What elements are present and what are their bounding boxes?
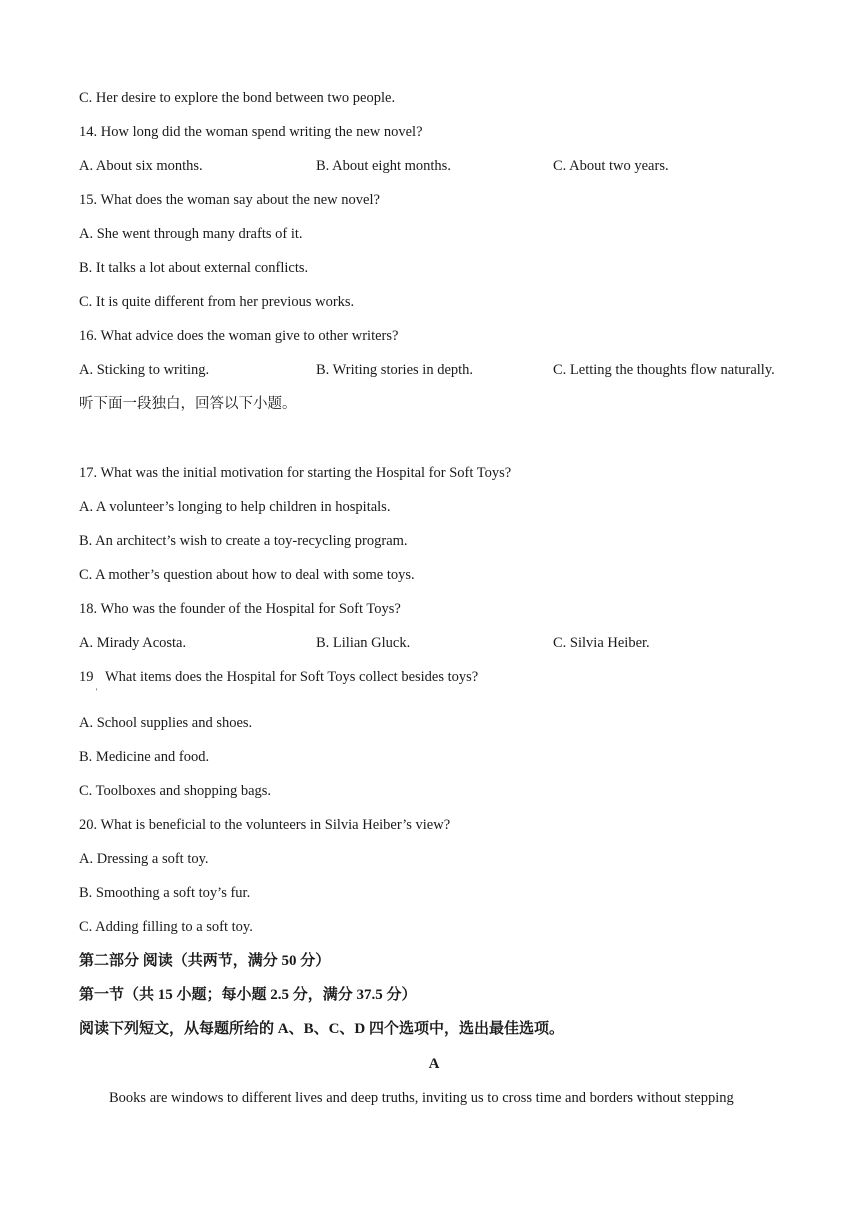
q20-option-c: C. Adding filling to a soft toy. bbox=[79, 919, 253, 935]
passage-label: A bbox=[428, 1056, 440, 1072]
q16-option-b: B. Writing stories in depth. bbox=[316, 362, 474, 378]
reading-instruction: 阅读下列短文，从每题所给的 A、B、C、D 四个选项中，选出最佳选项。 bbox=[79, 1021, 565, 1037]
q19-mark: ' bbox=[96, 687, 98, 696]
q16-option-c: C. Letting the thoughts flow naturally. bbox=[553, 362, 775, 378]
q14-option-a: A. About six months. bbox=[79, 158, 203, 174]
q20-option-a: A. Dressing a soft toy. bbox=[79, 851, 209, 867]
q18-options bbox=[79, 634, 839, 652]
q20-option-b: B. Smoothing a soft toy’s fur. bbox=[79, 885, 251, 901]
q17-question: 17. What was the initial motivation for starting the Hospital for Soft Toys? bbox=[79, 465, 512, 481]
q15-option-b: B. It talks a lot about external conflicts. bbox=[79, 260, 309, 276]
q15-option-c: C. It is quite different from her previous works. bbox=[79, 294, 355, 310]
q14-option-c: C. About two years. bbox=[553, 158, 669, 174]
q19-question: What items does the Hospital for Soft Toys collect besides toys? bbox=[105, 669, 479, 685]
q16-option-a: A. Sticking to writing. bbox=[79, 362, 210, 378]
q18-option-a: A. Mirady Acosta. bbox=[79, 635, 187, 651]
passage-text: Books are windows to different lives and deep truths, inviting us to cross time and borders without stepping bbox=[109, 1090, 734, 1106]
section1-heading: 第一节（共 15 小题；每小题 2.5 分，满分 37.5 分） bbox=[79, 987, 417, 1003]
q17-option-b: B. An architect’s wish to create a toy-recycling program. bbox=[79, 533, 408, 549]
q14-options bbox=[79, 157, 839, 175]
q14-question: 14. How long did the woman spend writing the new novel? bbox=[79, 124, 423, 140]
q18-option-c: C. Silvia Heiber. bbox=[553, 635, 650, 651]
q19-option-b: B. Medicine and food. bbox=[79, 749, 210, 765]
q16-question: 16. What advice does the woman give to other writers? bbox=[79, 328, 399, 344]
part2-heading: 第二部分 阅读（共两节，满分 50 分） bbox=[79, 953, 331, 969]
q16-options bbox=[79, 361, 839, 379]
q18-option-b: B. Lilian Gluck. bbox=[316, 635, 411, 651]
q17-option-c: C. A mother’s question about how to deal with some toys. bbox=[79, 567, 415, 583]
q14-option-b: B. About eight months. bbox=[316, 158, 451, 174]
q19-number: 19 bbox=[79, 669, 94, 685]
monologue-instruction: 听下面一段独白，回答以下小题。 bbox=[79, 396, 297, 412]
q20-question: 20. What is beneficial to the volunteers in Silvia Heiber’s view? bbox=[79, 817, 451, 833]
q13-option-c: C. Her desire to explore the bond between two people. bbox=[79, 90, 396, 106]
q19-option-a: A. School supplies and shoes. bbox=[79, 715, 253, 731]
q19-option-c: C. Toolboxes and shopping bags. bbox=[79, 783, 272, 799]
q15-question: 15. What does the woman say about the new novel? bbox=[79, 192, 380, 208]
q15-option-a: A. She went through many drafts of it. bbox=[79, 226, 303, 242]
q17-option-a: A. A volunteer’s longing to help children in hospitals. bbox=[79, 499, 391, 515]
q18-question: 18. Who was the founder of the Hospital for Soft Toys? bbox=[79, 601, 401, 617]
